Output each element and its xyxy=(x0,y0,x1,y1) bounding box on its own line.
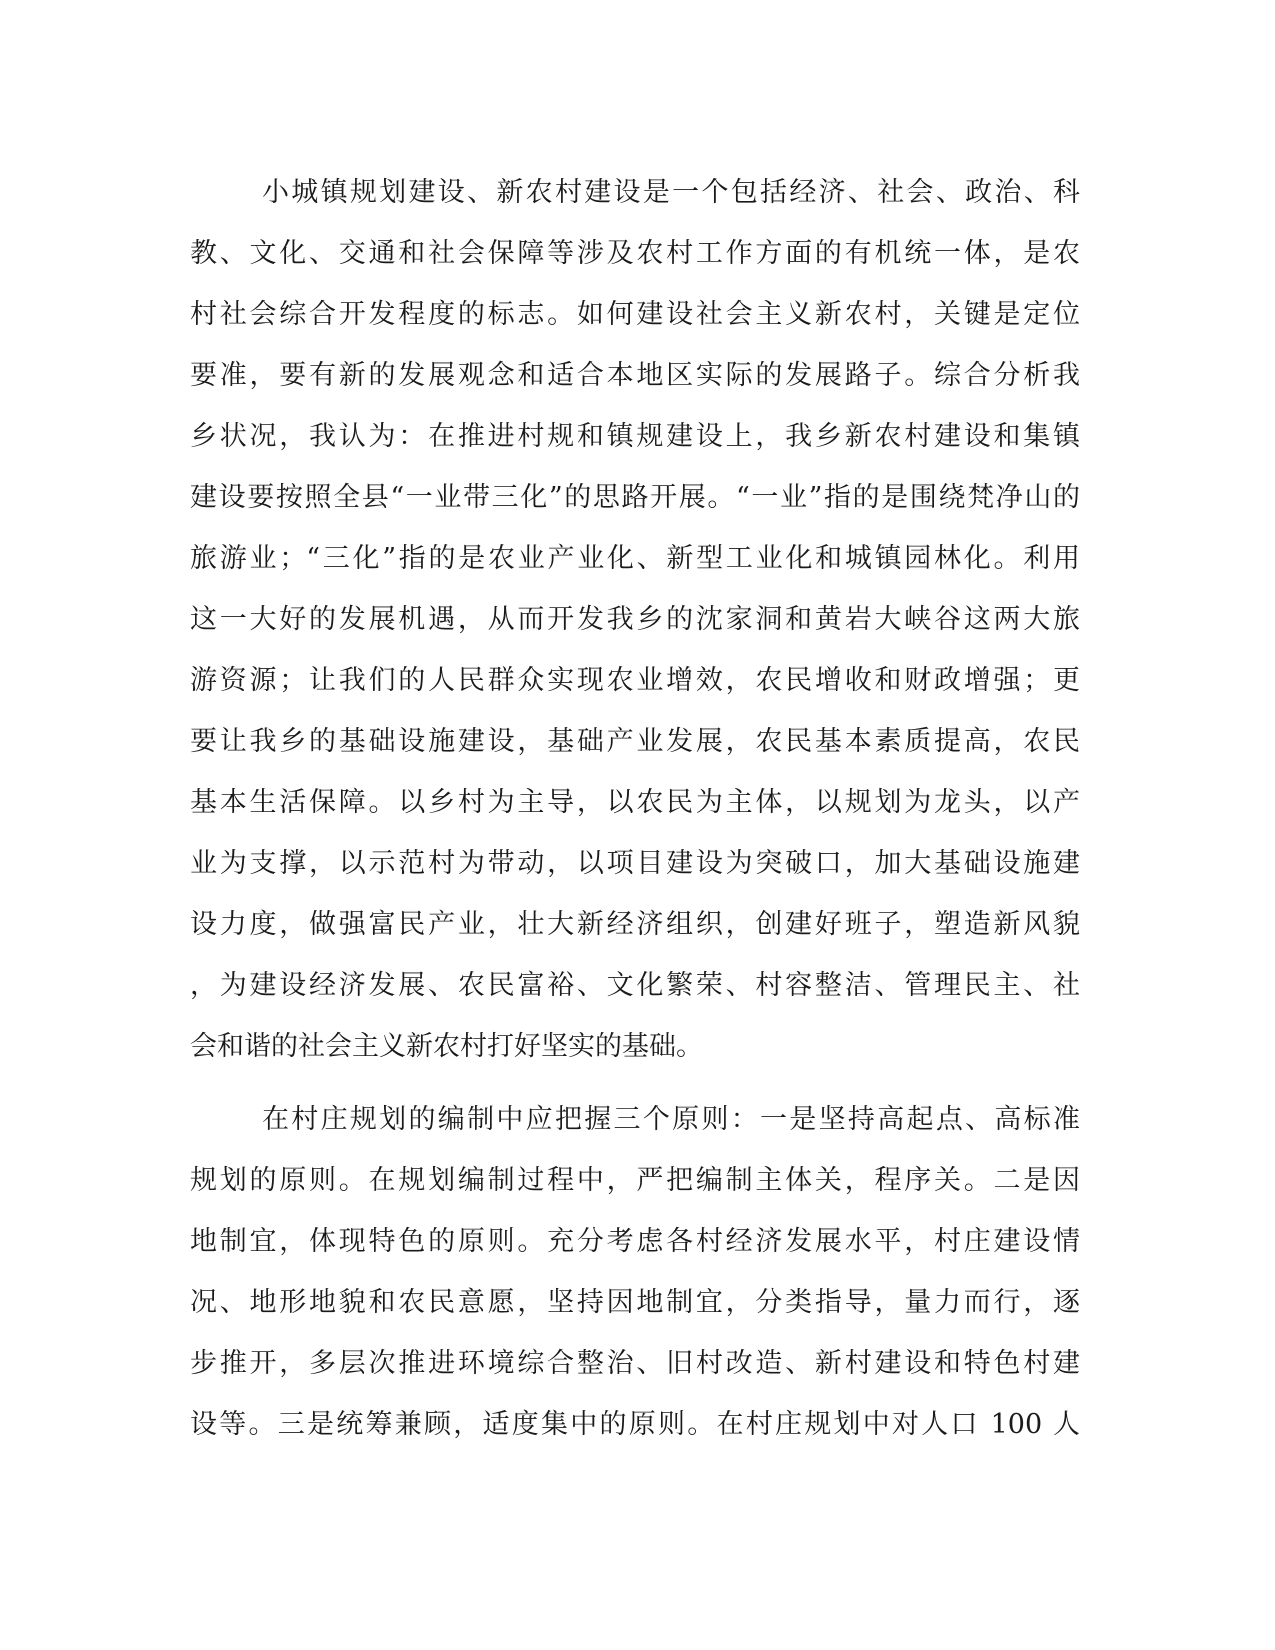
paragraph-line: ，为建设经济发展、农民富裕、文化繁荣、村容整洁、管理民主、社 xyxy=(190,970,1080,1001)
paragraph-line: 这一大好的发展机遇，从而开发我乡的沈家洞和黄岩大峡谷这两大旅 xyxy=(190,604,1080,635)
paragraph-line: 地制宜，体现特色的原则。充分考虑各村经济发展水平，村庄建设情 xyxy=(190,1226,1080,1257)
paragraph-line: 村社会综合开发程度的标志。如何建设社会主义新农村，关键是定位 xyxy=(190,299,1080,330)
paragraph-line: 会和谐的社会主义新农村打好坚实的基础。 xyxy=(190,1031,703,1062)
paragraph-line: 要准，要有新的发展观念和适合本地区实际的发展路子。综合分析我 xyxy=(190,360,1080,391)
paragraph-line: 步推开，多层次推进环境综合整治、旧村改造、新村建设和特色村建 xyxy=(190,1348,1080,1379)
paragraph-1 xyxy=(190,162,1080,1077)
paragraph-line: 建设要按照全县“一业带三化”的思路开展。“一业”指的是围绕梵净山的 xyxy=(190,482,1080,513)
paragraph-line: 乡状况，我认为：在推进村规和镇规建设上，我乡新农村建设和集镇 xyxy=(190,421,1080,452)
paragraph-line: 小城镇规划建设、新农村建设是一个包括经济、社会、政治、科 xyxy=(262,177,1080,208)
paragraph-2 xyxy=(190,1089,1080,1455)
paragraph-line: 旅游业；“三化”指的是农业产业化、新型工业化和城镇园林化。利用 xyxy=(190,543,1080,574)
paragraph-line: 教、文化、交通和社会保障等涉及农村工作方面的有机统一体，是农 xyxy=(190,238,1080,269)
paragraph-line: 基本生活保障。以乡村为主导，以农民为主体，以规划为龙头，以产 xyxy=(190,787,1080,818)
paragraph-line: 要让我乡的基础设施建设，基础产业发展，农民基本素质提高，农民 xyxy=(190,726,1080,757)
paragraph-line: 设力度，做强富民产业，壮大新经济组织，创建好班子，塑造新风貌 xyxy=(190,909,1080,940)
paragraph-line: 业为支撑，以示范村为带动，以项目建设为突破口，加大基础设施建 xyxy=(190,848,1080,879)
paragraph-line: 规划的原则。在规划编制过程中，严把编制主体关，程序关。二是因 xyxy=(190,1165,1080,1196)
paragraph-line: 游资源；让我们的人民群众实现农业增效，农民增收和财政增强；更 xyxy=(190,665,1080,696)
paragraph-line: 设等。三是统筹兼顾，适度集中的原则。在村庄规划中对人口 100 人 xyxy=(190,1409,1080,1440)
paragraph-line: 在村庄规划的编制中应把握三个原则：一是坚持高起点、高标准 xyxy=(262,1104,1080,1135)
paragraph-line: 况、地形地貌和农民意愿，坚持因地制宜，分类指导，量力而行，逐 xyxy=(190,1287,1080,1318)
